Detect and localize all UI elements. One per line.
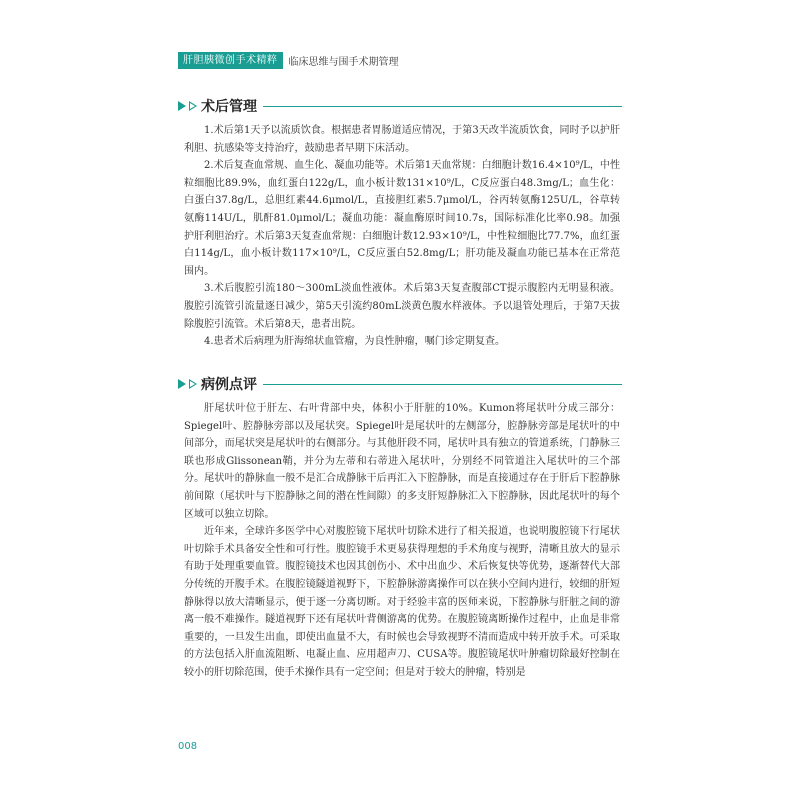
section-heading-review	[178, 374, 622, 394]
paragraph: 1.术后第1天予以流质饮食。根据患者胃肠道适应情况，于第3天改半流质饮食，同时予以护肝利胆、抗感染等支持治疗，鼓励患者早期下床活动。	[184, 125, 620, 154]
section-body-review	[184, 400, 620, 682]
section-title: 病例点评	[201, 377, 257, 393]
double-arrow-icon	[178, 379, 197, 389]
paragraph: 近年来，全球许多医学中心对腹腔镜下尾状叶切除术进行了相关报道，也说明腹腔镜下行尾状叶切除手术具备安全性和可行性。腹腔镜手术更易获得理想的手术角度与视野，清晰且放大的显示有助于处理重要血管。腹腔镜技术也因其创伤小、术中出血少、术后恢复快等优势，逐渐替代大部分传统的开腹手术。在腹腔镜隧道视野下，下腔静脉游离操作可以在狭小空间内进行，较细的肝短静脉得以放大清晰显示，便于逐一分离切断。对于经验丰富的医师来说，下腔静脉与肝脏之间的游离一般不难操作。隧道视野下还有尾状叶背侧游离的优势。在腹腔镜离断操作过程中，止血是非常重要的，一旦发生出血，即使出血量不大，有时候也会导致视野不清而造成中转开放手术。可采取的方法包括入肝血流阻断、电凝止血、应用超声刀、CUSA等。腹腔镜尾状叶肿瘤切除最好控制在较小的肝切除范围，使手术操作具有一定空间；但是对于较大的肿瘤，特别是	[184, 526, 620, 678]
running-header	[178, 52, 399, 69]
section-rule	[263, 384, 622, 385]
double-arrow-icon	[178, 101, 197, 111]
paragraph: 4.患者术后病理为肝海绵状血管瘤，为良性肿瘤，嘱门诊定期复查。	[204, 336, 506, 348]
book-title-tag: 肝胆胰微创手术精粹	[178, 52, 283, 69]
paragraph: 肝尾状叶位于肝左、右叶背部中央，体积小于肝脏的10%。Kumon将尾状叶分成三部分：Spiegel叶、腔静脉旁部以及尾状突。Spiegel叶是尾状叶的左侧部分，腔静脉旁部是尾状叶的中间部分，而尾状突是尾状叶的右侧部分。与其他肝段不同，尾状叶具有独立的管道系统，门静脉三联也形成Glissonean鞘，并分为左蒂和右蒂进入尾状叶，分别经不同管道注入尾状叶的三个部分。尾状叶的静脉血一般不是汇合成静脉干后再汇入下腔静脉，而是直接通过存在于肝后下腔静脉前间隙（尾状叶与下腔静脉之间的潜在性间隙）的多支肝短静脉汇入下腔静脉，因此尾状叶的每个区域可以独立切除。	[184, 403, 620, 520]
section-heading-postop	[178, 96, 622, 116]
chapter-subtitle: 临床思维与围手术期管理	[288, 57, 399, 68]
section-body-postop	[184, 122, 620, 351]
paragraph: 2.术后复查血常规、血生化、凝血功能等。术后第1天血常规：白细胞计数16.4×10⁹/L，中性粒细胞比89.9%，血红蛋白122g/L，血小板计数131×10⁹/L，C反应蛋白48.3mg/L；血生化：白蛋白37.8g/L，总胆红素44.6μmol/L，直接胆红素5.7μmol/L，谷丙转氨酶125U/L，谷草转氨酶114U/L，肌酐81.0μmol/L；凝血功能：凝血酶原时间10.7s，国际标准化比率0.98。加强护肝利胆治疗。术后第3天复查血常规：白细胞计数12.93×10⁹/L，中性粒细胞比77.7%，血红蛋白114g/L，血小板计数117×10⁹/L，C反应蛋白52.8mg/L；肝功能及凝血功能已基本在正常范围内。	[184, 160, 620, 277]
section-rule	[263, 106, 622, 107]
page-number: 008	[178, 741, 198, 752]
paragraph: 3.术后腹腔引流180～300mL淡血性液体。术后第3天复查腹部CT提示腹腔内无明显积液。腹腔引流管引流量逐日减少，第5天引流约80mL淡黄色腹水样液体。予以退管处理后，于第7天拔除腹腔引流管。术后第8天，患者出院。	[184, 283, 620, 330]
section-title: 术后管理	[201, 99, 257, 115]
